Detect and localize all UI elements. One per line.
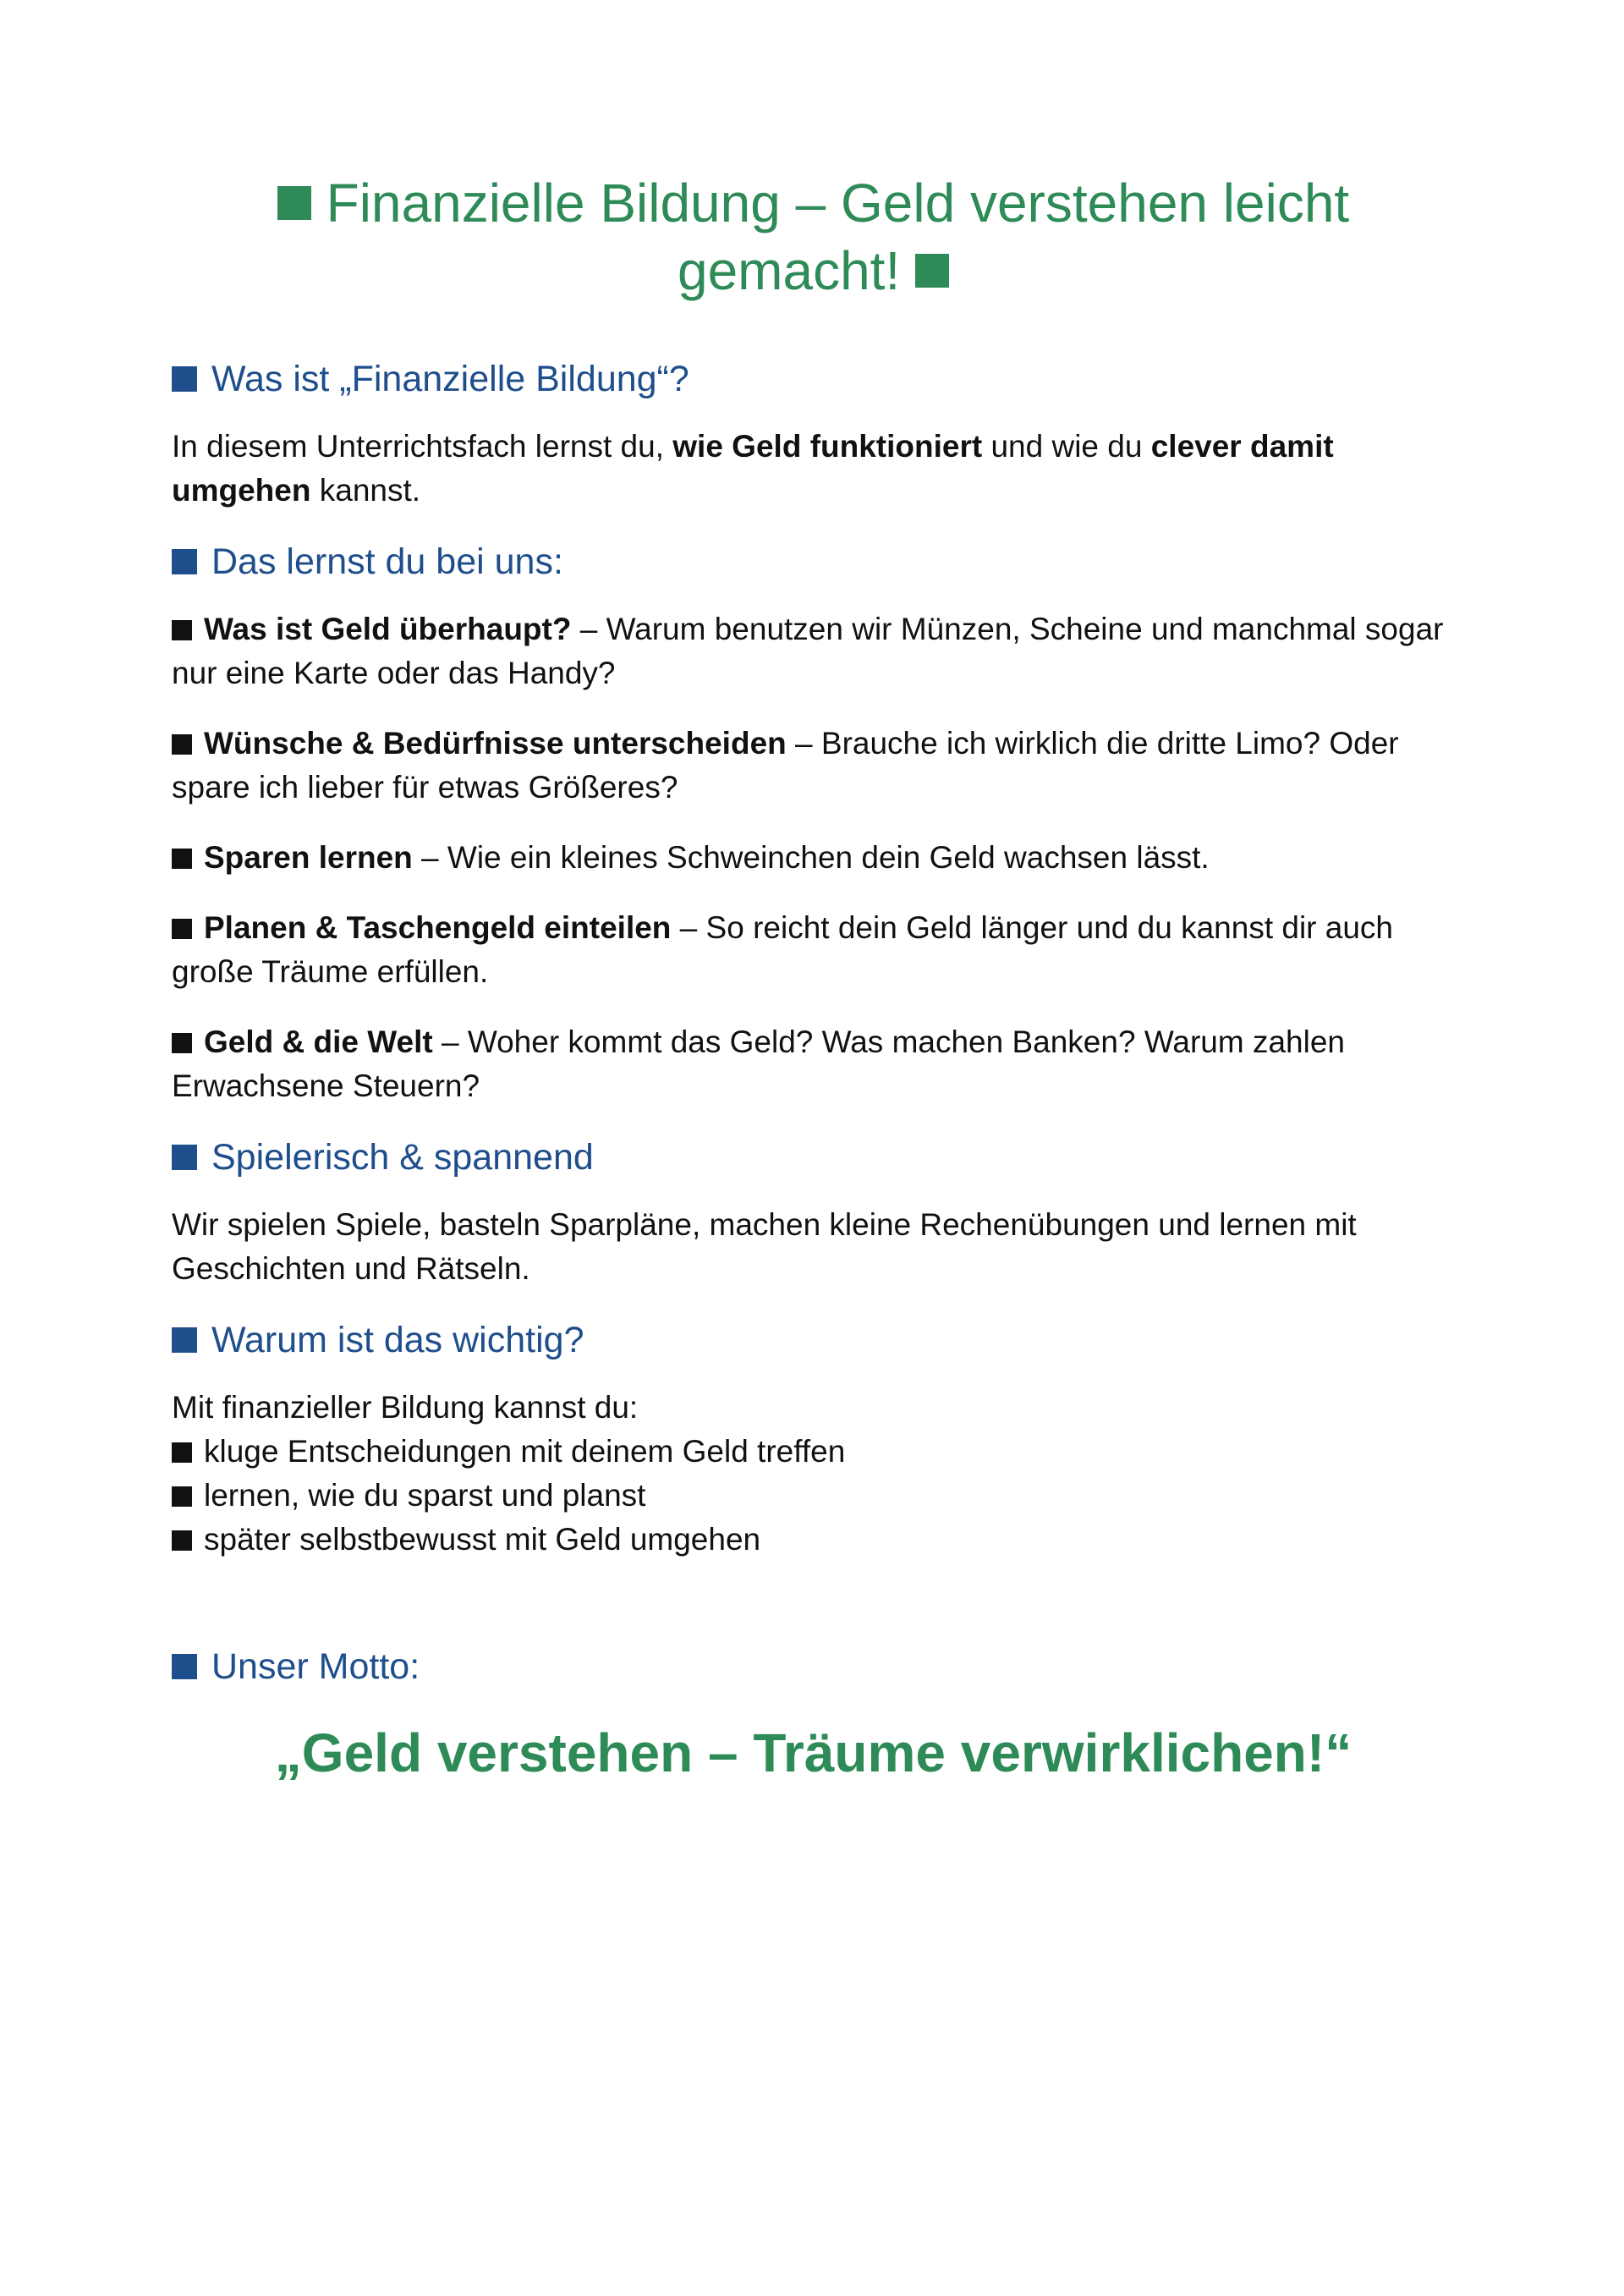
black-square-icon [172,1033,192,1053]
why-bullet-text: lernen, wie du sparst und planst [204,1478,646,1513]
why-bullet-text: kluge Entscheidungen mit deinem Geld treffen [204,1434,846,1469]
heading-text: Warum ist das wichtig? [211,1320,584,1360]
heading-text: Unser Motto: [211,1646,420,1687]
learn-item [172,722,1455,810]
intro-bold-1: wie Geld funktioniert [672,429,983,464]
black-square-icon [172,1442,192,1463]
learn-item [172,607,1455,695]
blue-square-icon [172,1654,197,1679]
black-square-icon [172,1530,192,1551]
why-bullet [172,1430,1455,1474]
page-title [172,169,1455,305]
learn-item [172,906,1455,994]
intro-text-2: und wie du [982,429,1151,464]
why-intro: Mit finanzieller Bildung kannst du: [172,1390,639,1425]
heading-motto [172,1643,1455,1690]
learn-item-text: – Warum benutzen wir Münzen, Scheine und manchmal sogar nur eine Karte oder das Handy? [172,612,1444,690]
title-line-1: Finanzielle Bildung – Geld verstehen leicht [326,173,1350,233]
intro-text-3: kannst. [310,473,421,508]
black-square-icon [172,849,192,869]
heading-why [172,1316,1455,1364]
why-bullet [172,1518,1455,1562]
heading-what-is [172,355,1455,403]
heading-playful [172,1134,1455,1181]
why-bullet-text: später selbstbewusst mit Geld umgehen [204,1522,761,1557]
playful-paragraph: Wir spielen Spiele, basteln Sparpläne, machen kleine Rechenübungen und lernen mit Geschichten und Rätseln. [172,1207,1357,1286]
blue-square-icon [172,366,197,392]
green-square-icon [915,254,949,288]
blue-square-icon [172,1327,197,1353]
intro-text-1: In diesem Unterrichtsfach lernst du, [172,429,673,464]
learn-item-title: Planen & Taschengeld einteilen [204,910,672,945]
learn-item-title: Geld & die Welt [204,1024,433,1059]
learn-item-text: – Woher kommt das Geld? Was machen Banken? Warum zahlen Erwachsene Steuern? [172,1024,1345,1103]
black-square-icon [172,734,192,755]
learn-item-title: Was ist Geld überhaupt? [204,612,572,646]
learn-item-text: – Wie ein kleines Schweinchen dein Geld wachsen lässt. [412,840,1210,875]
green-square-icon [277,186,311,220]
heading-text: Spielerisch & spannend [211,1137,594,1178]
learn-item-title: Sparen lernen [204,840,413,875]
learn-item [172,836,1455,880]
blue-square-icon [172,1145,197,1170]
learn-item [172,1020,1455,1108]
learn-item-text: – Brauche ich wirklich die dritte Limo? Oder spare ich lieber für etwas Größeres? [172,726,1399,805]
heading-text: Was ist „Finanzielle Bildung“? [211,359,689,399]
blue-square-icon [172,549,197,574]
intro-bold-2: clever damit umgehen [172,429,1334,508]
black-square-icon [172,1486,192,1507]
heading-learn [172,538,1455,585]
heading-text: Das lernst du bei uns: [211,541,563,582]
black-square-icon [172,919,192,939]
intro-paragraph [172,425,1455,513]
learn-item-text: – So reicht dein Geld länger und du kannst dir auch große Träume erfüllen. [172,910,1394,989]
title-line-2: gemacht! [677,240,901,301]
motto-text: „Geld verstehen – Träume verwirklichen!“ [274,1722,1352,1783]
why-bullet [172,1474,1455,1518]
black-square-icon [172,620,192,640]
learn-item-title: Wünsche & Bedürfnisse unterscheiden [204,726,787,761]
